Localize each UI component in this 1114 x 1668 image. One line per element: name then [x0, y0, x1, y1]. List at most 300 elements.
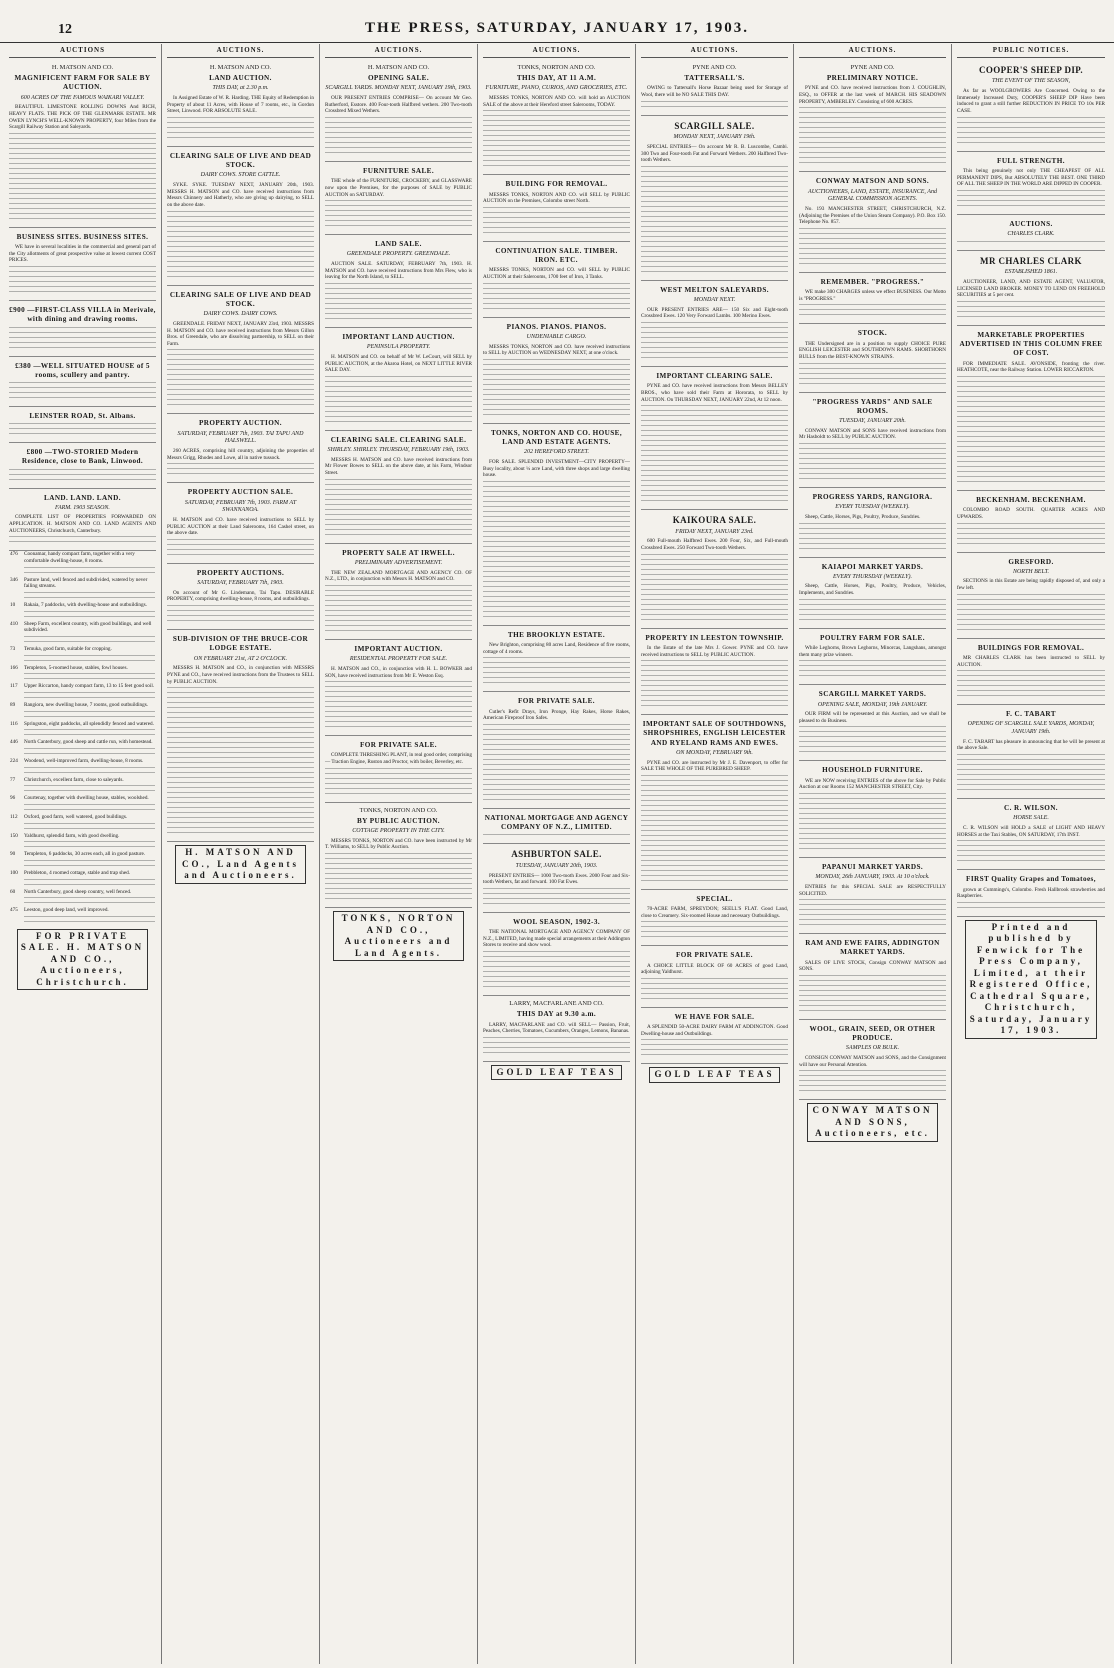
text-lines — [325, 298, 472, 301]
advertisement — [641, 715, 788, 890]
text-lines — [483, 581, 630, 584]
text-lines — [167, 615, 314, 618]
property-list — [9, 551, 156, 925]
text-lines — [641, 352, 788, 355]
text-lines — [325, 858, 472, 861]
lot-acres: 476 — [10, 551, 18, 558]
text-lines — [9, 198, 156, 201]
advertisement — [799, 273, 946, 325]
text-lines — [641, 405, 788, 408]
text-lines — [641, 870, 788, 873]
text-lines — [483, 662, 630, 665]
ad-heading: SCARGILL SALE. — [674, 120, 755, 131]
text-lines — [9, 183, 156, 186]
spacer — [9, 821, 23, 833]
text-lines — [325, 726, 472, 729]
text-lines — [325, 773, 472, 776]
text-lines — [167, 256, 314, 259]
text-lines — [483, 672, 630, 675]
lot-acres: 112 — [10, 813, 18, 820]
spacer — [9, 802, 23, 814]
ad-subheading: ESTABLISHED 1861. — [1004, 269, 1058, 276]
text-lines — [957, 675, 1105, 678]
advertisement — [325, 640, 472, 736]
ad-body: MESSRS H. MATSON and CO. have received instructions from Mr Flower Bowes to SELL on the above date, at his Farm, Windsor Street. — [325, 456, 472, 477]
column — [794, 44, 952, 1664]
text-lines — [483, 677, 630, 680]
text-lines — [957, 446, 1105, 449]
text-lines — [799, 157, 946, 160]
text-lines — [799, 528, 946, 531]
text-lines — [641, 660, 788, 663]
ad-heading: REMEMBER. "PROGRESS." — [820, 277, 925, 286]
lot-text — [23, 653, 156, 665]
ad-body: THE NEW ZEALAND MORTGAGE AND AGENCY CO. OF N.Z., LTD., in conjunction with Messrs H. MATSON and CO. — [325, 569, 472, 583]
text-lines — [641, 983, 788, 986]
lot-description: Springston, eight paddocks, all splendidly fenced and watered. — [24, 720, 154, 727]
ad-heading: FOR PRIVATE SALE. — [675, 951, 754, 960]
ad-heading: FURNITURE SALE. — [362, 167, 435, 175]
text-lines — [957, 316, 1105, 319]
text-lines — [24, 711, 155, 714]
spacer — [9, 565, 23, 577]
ad-body: GREENDALE. FRIDAY NEXT, JANUARY 23rd, 1903. MESSRS H. MATSON and CO. have received instructions from Messrs Gillon Bros. of Greendale, who are dissolving partnership, to SELL on their Farm. — [167, 320, 314, 347]
text-lines — [799, 363, 946, 366]
text-lines — [9, 479, 156, 482]
text-lines — [167, 747, 314, 750]
text-lines — [799, 904, 946, 907]
property-row-continued — [9, 727, 156, 739]
text-lines — [167, 404, 314, 407]
text-lines — [483, 409, 630, 412]
text-lines — [325, 768, 472, 771]
advertisement — [957, 705, 1105, 799]
text-lines — [641, 246, 788, 249]
advertisement — [799, 934, 946, 1020]
ad-body: LARRY, MACFARLANE and CO. will SELL— Passion, Fruit, Peaches, Cherries, Tomatoes, Cucumbers, Oranges, Lemons, Bananas. — [483, 1021, 630, 1035]
text-lines — [799, 741, 946, 744]
text-lines — [9, 178, 156, 181]
advertisement — [799, 488, 946, 558]
lot-description: Courtenay, together with dwelling house, stables, woolshed. — [24, 795, 149, 802]
lot-text — [23, 590, 156, 602]
text-lines — [167, 221, 314, 224]
ad-heading: KAIKOURA SALE. — [672, 515, 757, 526]
text-lines — [167, 271, 314, 274]
text-lines — [957, 789, 1105, 792]
ad-subheading: GREENDALE PROPERTY. GREENDALE. — [346, 251, 451, 258]
property-row-continued — [9, 895, 156, 907]
text-lines — [483, 298, 630, 301]
advertisement — [641, 281, 788, 367]
text-lines — [167, 261, 314, 264]
text-lines — [957, 411, 1105, 414]
ad-subheading: THE EVENT OF THE SEASON, — [991, 78, 1071, 85]
advertisement — [957, 870, 1105, 917]
text-lines — [957, 860, 1105, 863]
lot-text — [23, 565, 156, 577]
ad-body: On account of Mr G. Lindemann, Tai Tapu. DESIRABLE PROPERTY, comprising dwelling-house, 8 rooms, and outbuildings. — [167, 589, 314, 603]
text-lines — [641, 931, 788, 934]
property-row — [9, 777, 156, 784]
text-lines — [641, 998, 788, 1001]
ad-heading: PAPANUI MARKET YARDS. — [821, 863, 924, 872]
text-lines — [483, 606, 630, 609]
ad-body: SECTIONS in this Estate are being rapidly disposed of, and only a few left. — [957, 578, 1105, 592]
text-lines — [483, 591, 630, 594]
advertisement — [483, 809, 630, 844]
text-lines — [799, 919, 946, 922]
lot-acres: 446 — [10, 739, 18, 746]
advertisement — [799, 1020, 946, 1100]
text-lines — [325, 529, 472, 532]
ad-body: PYNE and CO. are instructed by Mr J. E. Davenport, to offer for SALE THE WHOLE OF THE PUREBRED SHEEP. — [641, 759, 788, 773]
ad-heading: PROPERTY AUCTION. — [199, 419, 282, 428]
ad-body: In Assigned Estate of W. R. Harding. THE Equity of Redemption in Property of about 11 Acres, with House of 7 rooms, etc., in Gordon Street, Linwood. FOR ABSOLUTE SALE. — [167, 95, 314, 115]
text-lines — [641, 820, 788, 823]
text-lines — [641, 425, 788, 428]
text-lines — [167, 266, 314, 269]
ad-subheading: SAMPLES OR BULK. — [845, 1045, 900, 1052]
column — [320, 44, 478, 1664]
text-lines — [24, 860, 155, 863]
lot-description: Rakaia, 7 paddocks, with dwelling-house and outbuildings. — [24, 602, 147, 609]
text-lines — [957, 406, 1105, 409]
text-lines — [957, 195, 1105, 198]
text-lines — [167, 742, 314, 745]
ad-heading: TATTERSALL'S. — [684, 74, 745, 83]
text-lines — [24, 790, 155, 793]
text-lines — [483, 150, 630, 153]
text-lines — [799, 1080, 946, 1083]
text-lines — [799, 142, 946, 145]
text-lines — [483, 834, 630, 837]
text-lines — [641, 171, 788, 174]
text-lines — [641, 599, 788, 602]
text-lines — [167, 702, 314, 705]
text-lines — [325, 696, 472, 699]
text-lines — [799, 162, 946, 165]
text-lines — [9, 271, 156, 274]
text-lines — [641, 850, 788, 853]
text-lines — [167, 349, 314, 352]
text-lines — [799, 793, 946, 796]
text-lines — [325, 283, 472, 286]
text-lines — [799, 243, 946, 246]
text-lines — [24, 641, 155, 644]
advertisement — [167, 414, 314, 483]
text-lines — [799, 468, 946, 471]
text-lines — [483, 682, 630, 685]
column — [478, 44, 636, 1664]
advertisement — [799, 558, 946, 629]
advertisement — [167, 60, 314, 147]
advertisement — [957, 491, 1105, 553]
ad-body: THE NATIONAL MORTGAGE AND AGENCY COMPANY OF N.Z., LIMITED, having made special arrangements at their Addington Stores to receive and show wool. — [483, 929, 630, 949]
ad-subheading: EVERY THURSDAY (WEEKLY). — [833, 573, 912, 580]
ad-heading: MAGNIFICENT FARM FOR SALE BY AUCTION. — [14, 74, 151, 92]
text-lines — [957, 200, 1105, 203]
text-lines — [799, 253, 946, 256]
text-lines — [483, 394, 630, 397]
text-lines — [167, 394, 314, 397]
text-lines — [483, 764, 630, 767]
text-lines — [483, 501, 630, 504]
text-lines — [483, 571, 630, 574]
ad-subheading: MONDAY NEXT, JANUARY 19th. — [673, 134, 756, 141]
text-lines — [799, 843, 946, 846]
text-lines — [167, 762, 314, 765]
ad-heading: RAM AND EWE FAIRS, ADDINGTON MARKET YARDS. — [805, 939, 940, 957]
ad-body: H. MATSON and CO. on behalf of Mr W. LeCourt, will SELL by PUBLIC AUCTION, at the Akaroa Hotel, on NEXT LITTLE RIVER SALE DAY. — [325, 353, 472, 374]
lot-description: North Canterbury, good sheep country, well fenced. — [24, 888, 132, 895]
text-lines — [957, 779, 1105, 782]
property-row — [9, 758, 156, 765]
text-lines — [641, 559, 788, 562]
ad-subheading: ON MONDAY, FEBRUARY 9th. — [676, 749, 753, 756]
text-lines — [325, 210, 472, 213]
spacer — [9, 877, 23, 889]
spacer — [9, 839, 23, 851]
ad-body: In the Estate of the late Mrs J. Gower. PYNE and CO. have received instructions to SELL by PUBLIC AUCTION. — [641, 644, 788, 658]
text-lines — [799, 813, 946, 816]
text-lines — [799, 448, 946, 451]
text-lines — [483, 384, 630, 387]
spacer — [9, 858, 23, 870]
ad-body: MESSRS TONKS, NORTON and CO. have been instructed by Mr T. Williams, to SELL by Public Auction. — [325, 837, 472, 851]
text-lines — [641, 988, 788, 991]
column — [636, 44, 794, 1664]
text-lines — [167, 468, 314, 471]
ad-subheading: CHARLES CLARK. — [1007, 231, 1055, 238]
text-lines — [641, 231, 788, 234]
text-lines — [957, 306, 1105, 309]
text-lines — [483, 516, 630, 519]
text-lines — [483, 303, 630, 306]
text-lines — [483, 222, 630, 225]
property-row-continued — [9, 709, 156, 721]
text-lines — [24, 902, 155, 905]
ad-heading: COOPER'S SHEEP DIP. — [978, 64, 1084, 75]
property-row — [9, 721, 156, 728]
text-lines — [167, 687, 314, 690]
property-row — [9, 907, 156, 914]
ad-body: SALES OF LIVE STOCK, Consign CONWAY MATSON and SONS. — [799, 959, 946, 973]
ad-heading: POULTRY FARM FOR SALE. — [820, 633, 925, 642]
text-lines — [641, 594, 788, 597]
text-lines — [799, 665, 946, 668]
text-lines — [24, 785, 155, 788]
text-lines — [641, 166, 788, 169]
text-lines — [9, 133, 156, 136]
advertisement — [483, 424, 630, 626]
text-lines — [957, 759, 1105, 762]
text-lines — [325, 716, 472, 719]
text-lines — [641, 584, 788, 587]
text-lines — [325, 499, 472, 502]
lot-text — [23, 727, 156, 739]
ad-heading: BUILDING FOR REMOVAL. — [505, 180, 608, 189]
ad-heading: WE HAVE FOR SALE. — [674, 1012, 755, 1021]
lot-acres: 150 — [10, 832, 18, 839]
text-lines — [325, 868, 472, 871]
advertisement — [957, 60, 1105, 152]
text-lines — [24, 841, 155, 844]
text-lines — [325, 504, 472, 507]
ad-body: CONSIGN CONWAY MATSON and SONS, and the Consignment will have our Personal Attention. — [799, 1055, 946, 1068]
ad-subheading: EVERY TUESDAY (WEEKLY). — [835, 504, 910, 511]
text-lines — [957, 421, 1105, 424]
text-lines — [641, 236, 788, 239]
text-lines — [641, 680, 788, 683]
ad-subheading: SATURDAY, FEBRUARY 7th, 1903. TAI TAPU AND HALSWELL. — [177, 430, 304, 445]
ad-heading: KAIAPOI MARKET YARDS. — [821, 562, 924, 571]
text-lines — [9, 281, 156, 284]
ad-body: MESSRS TONKS, NORTON AND CO. will SELL by PUBLIC AUCTION on the Premises, Colombo street North. — [483, 191, 630, 205]
text-lines — [483, 364, 630, 367]
ad-heading: PROGRESS YARDS, RANGIORA. — [812, 493, 933, 501]
advertiser-name: H. MATSON AND CO. — [51, 63, 114, 71]
ad-body: OUR PRESENT ENTRIES COMPRISE— On account Mr Geo. Rutherford, Esstore. 400 Four-tooth Halfbred wethers. 200 Two-tooth Crossbred Mixed Wethers. — [325, 95, 472, 115]
lot-text — [23, 609, 156, 621]
ad-body: A CHOICE LITTLE BLOCK OF 60 ACRES of good Land, adjoining Yaldhurst. — [641, 962, 788, 976]
text-lines — [483, 1042, 630, 1045]
text-lines — [483, 288, 630, 291]
ad-subheading: COTTAGE PROPERTY IN THE CITY. — [352, 828, 445, 835]
text-lines — [325, 620, 472, 623]
text-lines — [167, 817, 314, 820]
text-lines — [641, 609, 788, 612]
text-lines — [167, 832, 314, 835]
text-lines — [483, 986, 630, 989]
property-row-continued — [9, 590, 156, 602]
text-lines — [641, 101, 788, 104]
text-lines — [9, 158, 156, 161]
text-lines — [799, 463, 946, 466]
text-lines — [641, 261, 788, 264]
ad-subheading: UNDENIABLE CARGO. — [526, 333, 587, 340]
text-lines — [167, 246, 314, 249]
text-lines — [325, 595, 472, 598]
text-lines — [641, 685, 788, 688]
ad-heading: PRELIMINARY NOTICE. — [826, 74, 919, 83]
ad-body: 600 Full-mouth Halfbred Ewes. 200 Four, Six, and Full-mouth Crossbred Ewes. 250 Forward Two-tooth Wethers. — [641, 538, 788, 552]
newspaper-title: THE PRESS, SATURDAY, JANUARY 17, 1903. — [365, 20, 749, 36]
property-row-continued — [9, 877, 156, 889]
ad-body: PRESENT ENTRIES— 1000 Two-tooth Ewes. 2000 Four and Six-tooth Wethers, fat and forward. 100 Fat Ewes. — [483, 872, 630, 886]
text-lines — [167, 463, 314, 466]
text-lines — [799, 803, 946, 806]
advertisement — [483, 913, 630, 996]
text-lines — [957, 845, 1105, 848]
text-lines — [483, 561, 630, 564]
text-lines — [641, 700, 788, 703]
text-lines — [799, 137, 946, 140]
ad-heading: £800 —TWO-STORIED Modern Residence, close to Bank, Linwood. — [21, 448, 144, 466]
text-lines — [24, 916, 155, 919]
text-lines — [9, 213, 156, 216]
ad-body: MESSRS TONKS, NORTON and CO. will SELL by PUBLIC AUCTION at their Salerooms, 1700 feet of Iron, 3 Tanks. — [483, 267, 630, 280]
ad-subheading: TUESDAY, JANUARY 20th, 1903. — [515, 862, 598, 869]
text-lines — [24, 572, 155, 575]
text-lines — [799, 458, 946, 461]
text-lines — [325, 600, 472, 603]
ad-subheading: FRIDAY NEXT, JANUARY 23rd. — [675, 528, 754, 535]
property-row-continued — [9, 653, 156, 665]
advertisement — [957, 799, 1105, 870]
text-lines — [641, 420, 788, 423]
text-lines — [483, 951, 630, 954]
lot-description: Woodend, well-improved farm, dwelling-house, 8 rooms. — [24, 757, 144, 764]
text-lines — [9, 218, 156, 221]
ad-heading: FIRST Quality Grapes and Tomatoes, — [966, 875, 1096, 884]
advertisement — [799, 172, 946, 273]
text-lines — [24, 655, 155, 658]
text-lines — [799, 152, 946, 155]
text-lines — [641, 191, 788, 194]
text-lines — [167, 812, 314, 815]
text-lines — [167, 732, 314, 735]
ad-heading: PROPERTY AUCTIONS. — [196, 568, 285, 577]
text-lines — [325, 406, 472, 409]
text-lines — [641, 835, 788, 838]
text-lines — [325, 127, 472, 130]
text-lines — [483, 888, 630, 891]
property-row — [9, 602, 156, 609]
text-lines — [483, 739, 630, 742]
ad-body: COMPLETE THRESHING PLANT, in real good order, comprising— Traction Engine, Ruston and Proctor, with boiler, Beverley, etc. — [325, 752, 472, 766]
text-lines — [957, 533, 1105, 536]
text-lines — [641, 450, 788, 453]
ad-heading: C. R. WILSON. — [1004, 804, 1058, 813]
text-lines — [167, 359, 314, 362]
ad-body: PYNE and CO. have received instructions from Messrs BELLEY BROS., who have sold their Farm at Hororata, to SELL by AUCTION. On THURSDAY NEXT, JANUARY 22nd, At 12 noon. — [641, 383, 788, 403]
text-lines — [799, 122, 946, 125]
text-lines — [641, 695, 788, 698]
text-lines — [957, 391, 1105, 394]
text-lines — [483, 789, 630, 792]
text-lines — [799, 985, 946, 988]
text-lines — [9, 153, 156, 156]
text-lines — [799, 1090, 946, 1093]
text-lines — [24, 846, 155, 849]
text-lines — [325, 721, 472, 724]
text-lines — [9, 342, 156, 345]
text-lines — [641, 201, 788, 204]
property-row — [9, 621, 156, 634]
ad-body: OWING to Tattersall's Horse Bazaar being used for Storage of Wool, there will be NO SALE THIS DAY. — [641, 85, 788, 99]
text-lines — [167, 549, 314, 552]
text-lines — [24, 697, 155, 700]
ad-heading: BECKENHAM. BECKENHAM. — [976, 495, 1086, 504]
spacer — [9, 609, 23, 621]
text-lines — [799, 258, 946, 261]
ad-subheading: TUESDAY, JANUARY 20th. — [839, 418, 906, 425]
text-lines — [483, 506, 630, 509]
text-lines — [641, 460, 788, 463]
text-lines — [957, 205, 1105, 208]
spacer — [9, 895, 23, 907]
ad-heading: PROPERTY IN LEESTON TOWNSHIP. — [645, 633, 784, 642]
text-lines — [325, 610, 472, 613]
advertisement — [325, 736, 472, 803]
ad-body: MESSRS TONKS, NORTON and CO. have received instructions to SELL by AUCTION on WEDNESDAY NEXT, at one o'clock. — [483, 343, 630, 357]
text-lines — [483, 903, 630, 906]
text-lines — [483, 724, 630, 727]
text-lines — [167, 697, 314, 700]
text-lines — [167, 692, 314, 695]
property-row-continued — [9, 671, 156, 683]
